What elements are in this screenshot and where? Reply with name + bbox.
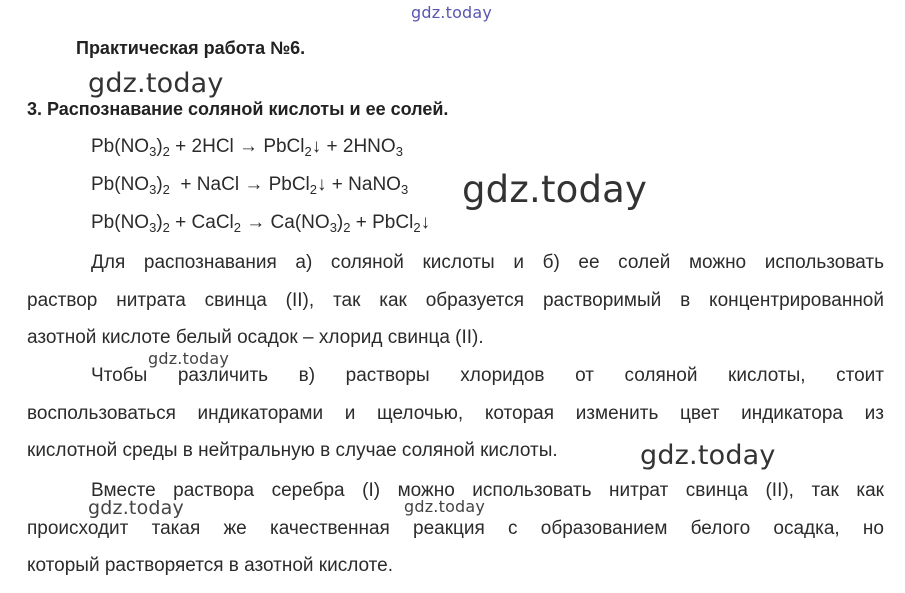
paragraph-line: происходит такая же качественная реакция с образованием белого осадка, но: [27, 517, 884, 539]
equation-2: $Pb(NO_3)_2$ + NaCl → PbCl$_2$↓ + NaNO$_3$: [91, 174, 409, 197]
paragraph-line: раствор нитрата свинца (II), так как образуется растворимый в концентрированной: [27, 289, 884, 311]
paragraph-line: азотной кислоте белый осадок – хлорид свинца (II).: [27, 327, 484, 348]
paragraph-line: Чтобы различить в) растворы хлоридов от соляной кислоты, стоит: [91, 365, 884, 386]
watermark-para3-mid: gdz.today: [404, 497, 486, 516]
watermark-para2-end: gdz.today: [640, 440, 776, 471]
paragraph-line: воспользоваться индикаторами и щелочью, которая изменить цвет индикатора из: [27, 402, 884, 424]
watermark-para2-top: gdz.today: [148, 349, 230, 368]
paragraph-2: [27, 357, 884, 470]
equation-1: $Pb(NO_3)_2 + 2HCl$ → PbCl$_2$↓ + $2HNO_3$: [91, 136, 403, 159]
equation-3: $Pb(NO_3)_2$ + CaCl$_2$ → $Ca(NO_3)_2$ + PbCl$_2$↓: [91, 212, 431, 235]
paragraph-line: кислотной среды в нейтральную в случае соляной кислоты.: [27, 440, 558, 461]
watermark-top: gdz.today: [411, 3, 493, 22]
section-heading: 3. Распознавание соляной кислоты и ее солей.: [27, 99, 449, 119]
watermark-para3-left: gdz.today: [88, 497, 184, 519]
paragraph-1: [27, 244, 884, 357]
paragraph-3: [27, 472, 884, 585]
paragraph-line: Для распознавания а) соляной кислоты и б) ее солей можно использовать: [91, 252, 884, 273]
paragraph-line: Вместе раствора серебра (I) можно использовать нитрат свинца (II), так как: [91, 480, 884, 501]
page-title: Практическая работа №6.: [76, 38, 306, 58]
watermark-equations: gdz.today: [462, 168, 648, 211]
watermark-title: gdz.today: [88, 68, 224, 99]
paragraph-line: который растворяется в азотной кислоте.: [27, 555, 394, 576]
